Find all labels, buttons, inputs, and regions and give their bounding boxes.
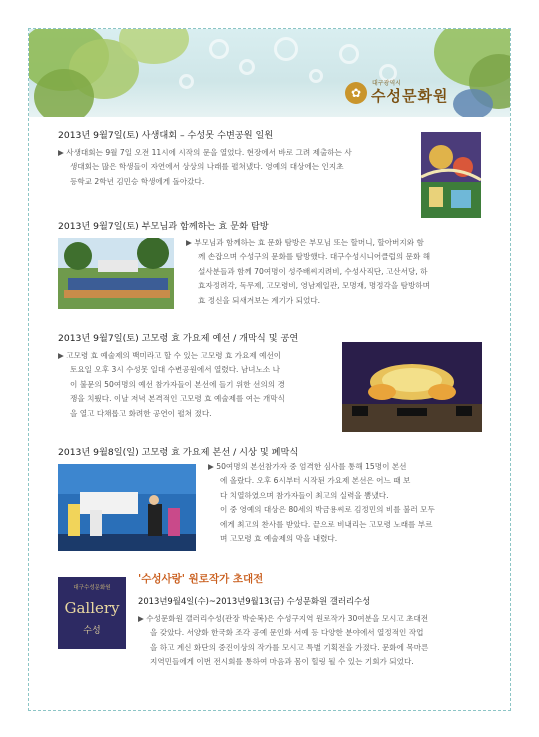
brand-city: 대구광역시 — [372, 80, 401, 87]
gallery-body — [138, 612, 483, 670]
text-line: 효자정려각, 독무제, 고모령비, 영남제일관, 모명재, 명정각을 탐방하며 — [198, 281, 430, 291]
text-line: 에 올랐다. 오후 6시부터 시작된 가요제 본선은 어느 때 보 — [220, 476, 411, 486]
text-line: 쟁을 치뤘다. 이날 저녁 본격적인 고모령 효 예술제를 여는 개막식 — [70, 394, 285, 404]
text-line: 께 손잡으며 수성구의 문화를 탐방했다. 대구수성시니어클럽의 문화 해 — [198, 252, 431, 262]
text-line: 효 정신을 되새겨보는 계기가 되었다. — [198, 295, 321, 305]
text-line: 설사분들과 함께 70여명이 성주배씨지려비, 수성사직단, 고산서당, 하 — [198, 266, 428, 276]
brand-name: 수성문화원 — [371, 87, 449, 105]
text-line: 이 중 영예의 대상은 80세의 박금용씨로 김정민의 비를 불러 모두 — [220, 505, 435, 515]
section-body-heritage-tour — [186, 236, 486, 308]
text-line: 이 불문의 50여명의 예선 참가자들이 본선에 들기 위한 선의의 경 — [70, 379, 285, 389]
text-line: ▶ 부모님과 함께하는 효 문화 탐방은 부모님 또는 할머니, 할아버지와 함 — [186, 238, 424, 247]
group-tour-photo — [58, 238, 174, 309]
culture-center-logo-icon: ✿ — [345, 82, 367, 104]
text-line: 지역민들에게 이번 전시회를 통하여 마음과 몸이 힐링 될 수 있는 기회가 되었다. — [150, 657, 414, 667]
text-line: 에게 최고의 찬사를 받았다. 끝으로 비내리는 고모령 노래를 부르 — [220, 519, 433, 529]
section-title-song-preliminary: 2013년 9월7일(토) 고모령 효 가요제 예선 / 개막식 및 공연 — [58, 333, 299, 344]
gallery-date: 2013년9월4일(수)~2013년9월13(금) 수성문화원 갤러리수성 — [138, 596, 371, 606]
text-line: ▶ 50여명의 본선참가자 중 엄격한 심사를 통해 15명이 본선 — [208, 462, 407, 471]
award-ceremony-photo — [58, 464, 196, 551]
section-title-heritage-tour: 2013년 9월7일(토) 부모님과 함께하는 효 문화 탐방 — [58, 221, 269, 232]
text-line: 토요일 오후 3시 수성못 일대 수변공원에서 열렸다. 남녀노소 나 — [70, 365, 280, 375]
poster-sub-text: 수성 — [83, 626, 101, 636]
gallery-poster — [58, 577, 126, 649]
opening-performance-photo — [342, 342, 482, 432]
text-line: 등학교 2학년 김민승 학생에게 돌아갔다. — [70, 176, 205, 186]
gallery-section-title: '수성사랑' 원로작가 초대전 — [138, 573, 264, 585]
section-body-song-final — [208, 460, 484, 546]
text-line: 을 하고 계신 화단의 중진이상의 작가를 모시고 특별 기획전을 가졌다. 문화에 목마른 — [150, 642, 429, 652]
text-line: 을 갖았다. 서양화 한국화 조각 공예 문인화 서예 등 다양한 분야에서 열정적인 작업 — [150, 628, 424, 638]
section-body-song-preliminary — [58, 349, 334, 421]
text-line: 생대회는 많은 학생들이 자연에서 상상의 나래를 펼쳐냈다. 영예의 대상에는 인지초 — [70, 162, 344, 172]
text-line: 다 치열하였으며 참가자들이 최고의 실력을 뽐냈다. — [220, 490, 389, 500]
text-line: ▶ 고모령 효 예술제의 백미라고 할 수 있는 고모령 효 가요제 예선이 — [58, 351, 282, 360]
text-line: 을 열고 다채롭고 화려한 공연이 펼쳐 졌다. — [70, 408, 212, 418]
poster-gallery-word: Gallery — [64, 599, 120, 617]
section-title-song-final: 2013년 9월8일(일) 고모령 효 가요제 본선 / 시상 및 폐막식 — [58, 447, 299, 458]
child-drawing-photo — [421, 132, 481, 218]
text-line: ▶ 사생대회는 9월 7일 오전 11시에 시작의 문을 열었다. 현장에서 바로 그려 제출하는 사 — [58, 148, 352, 157]
poster-top-text: 대구수성문화원 — [73, 585, 111, 591]
text-line: ▶ 수성문화원 갤러리수성(관장 박순복)은 수성구지역 원로작가 30여분을 모시고 초대전 — [138, 614, 429, 623]
text-line: 며 고모령 효 예술제의 막을 내렸다. — [220, 534, 338, 544]
section-title-drawing-contest: 2013년 9월7일(토) 사생대회 – 수성못 수변공원 일원 — [58, 130, 274, 141]
section-body-drawing-contest — [58, 146, 413, 189]
